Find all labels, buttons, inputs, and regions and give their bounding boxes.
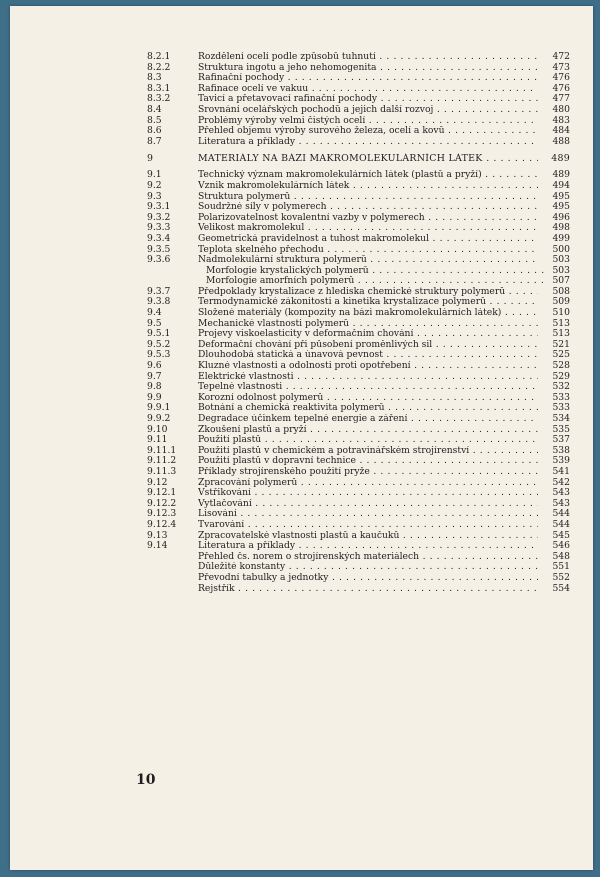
toc-section-title: Převodní tabulky a jednotky . . . — [198, 573, 538, 584]
toc-entry — [10, 573, 593, 584]
toc-section-title: Morfologie amorfních polymerů . . . — [206, 276, 546, 287]
toc-section-number: 9.5.2 — [147, 338, 171, 350]
toc-section-title: Tvarování . . . — [198, 520, 538, 531]
toc-page-number: 542 — [552, 476, 570, 488]
toc-section-number: 9.2 — [147, 179, 162, 191]
page-number: 10 — [136, 772, 156, 788]
toc-entry — [10, 266, 593, 277]
toc-page-number: 496 — [552, 211, 570, 223]
toc-section-title: Literatura a příklady . . . — [198, 137, 538, 148]
toc-entry — [10, 105, 593, 116]
book-page — [10, 6, 593, 870]
toc-section-title: Použití plastů v dopravní technice . . . — [198, 456, 538, 467]
toc-section-number: 9.7 — [147, 370, 162, 382]
toc-section-title: Důležité konstanty . . . — [198, 562, 538, 573]
toc-entry — [10, 116, 593, 127]
toc-page-number: 551 — [552, 561, 570, 573]
toc-section-title: Rafinace ocelí ve vakuu . . . — [198, 84, 538, 95]
toc-entry — [10, 137, 593, 148]
toc-section-title: Polarizovatelnost kovalentní vazby v polymerech . . . — [198, 213, 538, 224]
toc-section-number: 8.7 — [147, 135, 162, 147]
toc-section-number: 9.3.5 — [147, 243, 171, 255]
toc-section-number: 9.9.1 — [147, 402, 171, 414]
toc-page-number: 494 — [552, 179, 570, 191]
toc-entry — [10, 425, 593, 436]
toc-entry — [10, 478, 593, 489]
toc-page-number: 544 — [552, 508, 570, 520]
toc-entry — [10, 361, 593, 372]
toc-section-number: 8.4 — [147, 103, 162, 115]
toc-section-number: 9.12.2 — [147, 497, 177, 509]
toc-entry — [10, 340, 593, 351]
toc-page-number: 546 — [552, 540, 570, 552]
toc-entry — [10, 276, 593, 287]
toc-section-number: 9.4 — [147, 307, 162, 319]
toc-section-number: 9.1 — [147, 169, 162, 181]
toc-page-number: 534 — [552, 413, 570, 424]
toc-page-number: 500 — [552, 243, 570, 255]
toc-section-number: 9.3.4 — [147, 232, 171, 244]
toc-entry — [10, 170, 593, 181]
toc-section-title: Srovnání ocelářských pochodů a jejich další rozvoj . . . — [198, 105, 538, 116]
toc-section-title: Teplota skelného přechodu . . . — [198, 245, 538, 256]
toc-page-number: 495 — [552, 190, 570, 202]
toc-page-number: 509 — [552, 296, 570, 308]
toc-entry — [10, 319, 593, 330]
toc-page-number: 499 — [552, 232, 570, 244]
toc-page-number: 473 — [552, 61, 570, 73]
toc-section-number: 9.12.4 — [147, 518, 177, 530]
toc-section-number: 9.12.3 — [147, 508, 177, 520]
toc-section-title: Rejstřík . . . — [198, 584, 538, 595]
table-of-contents — [10, 52, 593, 594]
toc-entry — [10, 94, 593, 105]
toc-entry — [10, 541, 593, 552]
toc-entry — [10, 223, 593, 234]
toc-section-title: Literatura a příklady . . . — [198, 541, 538, 552]
toc-page-number: 528 — [552, 360, 570, 372]
toc-page-number: 533 — [552, 402, 570, 414]
toc-page-number: 488 — [552, 135, 570, 147]
toc-page-number: 552 — [552, 571, 570, 583]
toc-section-number: 9.3.7 — [147, 285, 171, 297]
toc-page-number: 537 — [552, 434, 570, 446]
toc-section-title: Předpoklady krystalizace z hlediska chemické struktury polymerů . . . — [198, 287, 538, 298]
toc-entry — [10, 403, 593, 414]
toc-section-number: 9.6 — [147, 360, 162, 372]
toc-page-number: 480 — [552, 103, 570, 115]
toc-page-number: 498 — [552, 222, 570, 234]
toc-page-number: 476 — [552, 82, 570, 94]
toc-section-number: 9.14 — [147, 540, 168, 552]
toc-page-number: 532 — [552, 381, 570, 393]
toc-section-number: 9.12.1 — [147, 487, 177, 499]
toc-entry — [10, 552, 593, 563]
toc-page-number: 545 — [552, 529, 570, 541]
toc-entry — [10, 287, 593, 298]
toc-section-title: Vstřikování . . . — [198, 488, 538, 499]
toc-section-title: Mechanické vlastnosti polymerů . . . — [198, 319, 538, 330]
toc-section-title: Rafinační pochody . . . — [198, 73, 538, 84]
toc-section-title: Tavicí a přetavovací rafinační pochody . . . — [198, 94, 538, 105]
toc-section-number: 9.11.3 — [147, 465, 177, 477]
toc-section-title: Zkoušení plastů a pryží . . . — [198, 425, 538, 436]
toc-section-number: 9 — [147, 153, 154, 165]
toc-entry — [10, 382, 593, 393]
toc-page-number: 539 — [552, 455, 570, 467]
toc-section-title: Technický význam makromolekulárních látek (plastů a pryží) . . . — [198, 170, 538, 181]
toc-section-title: Dlouhodobá statická a únavová pevnost . . . — [198, 350, 538, 361]
toc-entry — [10, 63, 593, 74]
toc-entry — [10, 467, 593, 478]
toc-page-number: 503 — [552, 254, 570, 266]
toc-section-number: 8.3 — [147, 72, 162, 84]
toc-section-title: Zpracovatelské vlastnosti plastů a kaučuků . . . — [198, 531, 538, 542]
toc-entry — [10, 234, 593, 245]
toc-entry — [10, 509, 593, 520]
toc-section-title: Nadmolekulární struktura polymerů . . . — [198, 255, 538, 266]
toc-section-number: 9.3 — [147, 190, 162, 202]
toc-section-title: Složené materiály (kompozity na bázi makromolekulárních látek) . . . — [198, 308, 538, 319]
toc-section-number: 9.5.3 — [147, 349, 171, 361]
toc-section-title: Zpracování polymerů . . . — [198, 478, 538, 489]
toc-section-title: Struktura polymerů . . . — [198, 192, 538, 203]
toc-section-title: Přehled objemu výroby surového železa, ocelí a kovů . . . — [198, 126, 538, 137]
toc-entry — [10, 84, 593, 95]
toc-page-number: 533 — [552, 391, 570, 403]
toc-page-number: 521 — [552, 338, 570, 350]
toc-section-title: Použití plastů . . . — [198, 435, 538, 446]
toc-entry — [10, 456, 593, 467]
toc-section-title: Rozdělení ocelí podle způsobů tuhnutí . . . — [198, 52, 538, 63]
toc-section-number: 9.13 — [147, 529, 168, 541]
toc-section-title: Botnání a chemická reaktivita polymerů . . . — [198, 403, 538, 414]
toc-page-number: 477 — [552, 93, 570, 105]
toc-section-number: 9.3.6 — [147, 254, 171, 266]
toc-section-number: 8.3.1 — [147, 82, 171, 94]
toc-section-title: Morfologie krystalických polymerů . . . — [206, 266, 546, 277]
toc-section-number: 9.10 — [147, 423, 168, 435]
toc-page-number: 489 — [551, 153, 570, 165]
toc-entry — [10, 192, 593, 203]
toc-page-number: 543 — [552, 487, 570, 499]
toc-section-number: 9.11.2 — [147, 455, 177, 467]
toc-page-number: 544 — [552, 518, 570, 530]
toc-entry — [10, 73, 593, 84]
toc-entry — [10, 297, 593, 308]
toc-section-number: 8.5 — [147, 114, 162, 126]
toc-entry — [10, 531, 593, 542]
toc-section-number: 8.3.2 — [147, 93, 171, 105]
toc-section-number: 9.11.1 — [147, 444, 177, 456]
toc-page-number: 541 — [552, 465, 570, 477]
toc-chapter-heading — [10, 153, 593, 164]
toc-section-number: 9.5 — [147, 317, 162, 329]
toc-page-number: 538 — [552, 444, 570, 456]
toc-page-number: 489 — [552, 169, 570, 181]
toc-page-number: 483 — [552, 114, 570, 126]
toc-page-number: 548 — [552, 550, 570, 562]
toc-section-title: Projevy viskoelasticity v deformačním chování . . . — [198, 329, 538, 340]
toc-section-number: 9.3.3 — [147, 222, 171, 234]
toc-entry — [10, 202, 593, 213]
toc-page-number: 513 — [552, 328, 570, 340]
toc-entry — [10, 435, 593, 446]
toc-section-title: Kluzné vlastnosti a odolnosti proti opotřebení . . . — [198, 361, 538, 372]
toc-section-title: Vytlačování . . . — [198, 499, 538, 510]
toc-entry — [10, 308, 593, 319]
toc-section-title: Elektrické vlastnosti . . . — [198, 372, 538, 383]
toc-entry — [10, 350, 593, 361]
toc-entry — [10, 213, 593, 224]
toc-entry — [10, 372, 593, 383]
toc-section-number: 9.9 — [147, 391, 162, 403]
toc-entry — [10, 488, 593, 499]
toc-section-number: 8.6 — [147, 125, 162, 137]
toc-section-title: MATERIÁLY NA BÁZI MAKROMOLEKULÁRNÍCH LÁTEK . . . — [198, 153, 538, 164]
toc-page-number: 529 — [552, 370, 570, 382]
toc-page-number: 543 — [552, 497, 570, 509]
toc-entry — [10, 520, 593, 531]
toc-section-number: 9.3.2 — [147, 211, 171, 223]
toc-section-title: Geometrická pravidelnost a tuhost makromolekul . . . — [198, 234, 538, 245]
toc-section-number: 9.5.1 — [147, 328, 171, 340]
toc-entry — [10, 329, 593, 340]
toc-section-title: Problémy výroby velmi čistých ocelí . . . — [198, 116, 538, 127]
toc-entry — [10, 126, 593, 137]
toc-section-number: 9.11 — [147, 434, 168, 446]
toc-entry — [10, 245, 593, 256]
toc-section-title: Příklady strojírenského použití pryže . . . — [198, 467, 538, 478]
toc-entry — [10, 584, 593, 595]
toc-section-title: Termodynamické zákonitosti a kinetika krystalizace polymerů . . . — [198, 297, 538, 308]
toc-entry — [10, 499, 593, 510]
toc-section-title: Vznik makromolekulárních látek . . . — [198, 181, 538, 192]
toc-section-title: Soudržné síly v polymerech . . . — [198, 202, 538, 213]
toc-page-number: 508 — [552, 285, 570, 297]
toc-section-number: 9.8 — [147, 381, 162, 393]
toc-page-number: 503 — [552, 264, 570, 276]
toc-section-number: 9.3.1 — [147, 201, 171, 213]
toc-page-number: 495 — [552, 201, 570, 213]
toc-page-number: 554 — [552, 582, 570, 594]
toc-page-number: 507 — [552, 275, 570, 287]
toc-section-title: Lisování . . . — [198, 509, 538, 520]
toc-entry — [10, 446, 593, 457]
toc-entry — [10, 414, 593, 425]
toc-entry — [10, 52, 593, 63]
toc-section-number: 8.2.1 — [147, 51, 171, 62]
toc-section-title: Použití plastů v chemickém a potravinářském strojírenství . . . — [198, 446, 538, 457]
toc-section-title: Struktura ingotu a jeho nehomogenita . . . — [198, 63, 538, 74]
toc-section-title: Tepelné vlastnosti . . . — [198, 382, 538, 393]
toc-entry — [10, 393, 593, 404]
toc-page-number: 476 — [552, 72, 570, 84]
toc-section-title: Degradace účinkem tepelné energie a záření . . . — [198, 414, 538, 425]
toc-section-number: 9.3.8 — [147, 296, 171, 308]
toc-section-number: 8.2.2 — [147, 61, 171, 73]
toc-section-title: Deformační chování při působení proměnlivých sil . . . — [198, 340, 538, 351]
toc-page-number: 535 — [552, 423, 570, 435]
toc-section-number: 9.12 — [147, 476, 168, 488]
toc-page-number: 510 — [552, 307, 570, 319]
toc-page-number: 513 — [552, 317, 570, 329]
toc-section-number: 9.9.2 — [147, 413, 171, 424]
toc-section-title: Korozní odolnost polymerů . . . — [198, 393, 538, 404]
toc-section-title: Velikost makromolekul . . . — [198, 223, 538, 234]
toc-entry — [10, 255, 593, 266]
toc-entry — [10, 181, 593, 192]
toc-section-title: Přehled čs. norem o strojírenských materiálech . . . — [198, 552, 538, 563]
toc-entry — [10, 562, 593, 573]
toc-page-number: 525 — [552, 349, 570, 361]
toc-page-number: 472 — [552, 51, 570, 62]
toc-page-number: 484 — [552, 125, 570, 137]
